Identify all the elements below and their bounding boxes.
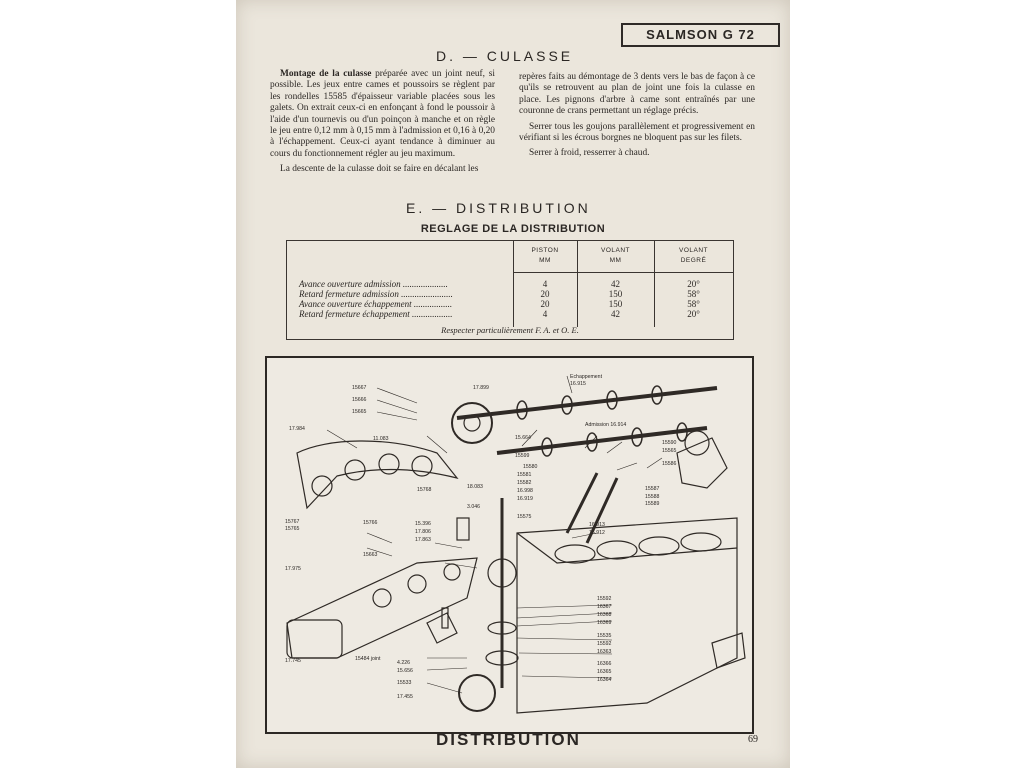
part-label: 15582	[517, 480, 532, 486]
part-label: 15592	[597, 596, 612, 602]
part-label: 16368	[597, 612, 612, 618]
cell-volant-degre: 58°	[687, 299, 700, 309]
part-label: 17.806	[415, 529, 431, 535]
part-label: 15665	[352, 409, 367, 415]
part-label: 16366	[597, 661, 612, 667]
part-label: 18.083	[467, 484, 483, 490]
section-d-column-2	[519, 72, 755, 164]
part-label: 15.396	[415, 521, 431, 527]
row-label: Retard fermeture admission .......................	[299, 289, 453, 299]
part-label: 16365	[597, 669, 612, 675]
part-label: 16363	[597, 649, 612, 655]
part-label: 16369	[597, 620, 612, 626]
table-header-rule	[513, 272, 577, 273]
part-label: 15535	[597, 633, 612, 639]
row-label: Avance ouverture admission ....................	[299, 279, 448, 289]
part-label: 16.919	[517, 496, 533, 502]
table-title: REGLAGE DE LA DISTRIBUTION	[420, 223, 606, 235]
part-label: 16.998	[517, 488, 533, 494]
page-number: 69	[748, 734, 758, 745]
cell-piston: 20	[540, 289, 550, 299]
crank-gear	[459, 675, 495, 711]
part-label: 16.915	[570, 381, 586, 387]
column-header-volant-mm: VOLANT MM	[600, 247, 630, 264]
part-label: 16.912	[589, 530, 605, 536]
part-label: 15599	[515, 453, 530, 459]
part-label: 15590	[662, 440, 677, 446]
part-label: 17.455	[397, 694, 413, 700]
paragraph-descente: La descente de la culasse doit se faire en décalant les	[280, 164, 479, 175]
part-label: 17.863	[415, 537, 431, 543]
cell-volant-mm: 150	[608, 299, 623, 309]
diagram-drawing	[267, 358, 752, 732]
table-header-rule	[577, 272, 733, 273]
part-label: 16.913	[589, 522, 605, 528]
part-label: 15768	[417, 487, 432, 493]
exhaust-camshaft	[457, 388, 717, 418]
cell-volant-degre: 20°	[687, 309, 700, 319]
cell-volant-degre: 58°	[687, 289, 700, 299]
section-e-title: E. — DISTRIBUTION	[406, 200, 591, 216]
distribution-exploded-diagram	[265, 356, 754, 734]
part-label: 15666	[352, 397, 367, 403]
cell-piston: 20	[540, 299, 550, 309]
cell-volant-degre: 20°	[687, 279, 700, 289]
section-d-title: D. — CULASSE	[436, 48, 574, 64]
timing-table	[286, 240, 734, 340]
table-note: Respecter particulièrement F. A. et O. E.	[441, 325, 579, 335]
part-label: 17.975	[285, 566, 301, 572]
part-label: 15589	[645, 501, 660, 507]
paragraph-serrer-goujons: Serrer tous les goujons parallèlement et progressivement en vérifiant si les écrous borgnes ne bloquent pas sur les filets.	[519, 121, 755, 144]
part-label: 15.656	[397, 668, 413, 674]
part-label: 15575	[517, 514, 532, 520]
part-label: 15587	[645, 486, 660, 492]
part-label: 15588	[645, 494, 660, 500]
part-label: 15.664	[515, 435, 531, 441]
part-label: 15592	[597, 641, 612, 647]
row-label: Avance ouverture échappement .................	[299, 299, 453, 309]
section-d-column-1	[270, 69, 495, 180]
column-header-volant-degre: VOLANT DEGRÉ	[678, 247, 708, 264]
part-label: 11.083	[373, 436, 389, 442]
cylinder-block	[517, 518, 737, 713]
part-label: 15767	[285, 519, 300, 525]
manual-page	[236, 0, 790, 768]
cell-volant-mm: 150	[608, 289, 623, 299]
part-label: 15667	[352, 385, 367, 391]
part-label: 17.745	[285, 658, 301, 664]
part-label: 16364	[597, 677, 612, 683]
part-label: 3.046	[467, 504, 480, 510]
part-label: 17.899	[473, 385, 489, 391]
part-label: Echappement	[570, 374, 603, 380]
part-label: 15484 joint	[355, 656, 381, 662]
cam-gear	[452, 403, 492, 443]
cell-piston: 4	[542, 279, 548, 289]
cell-volant-mm: 42	[611, 279, 620, 289]
cell-piston: 4	[542, 309, 548, 319]
part-label: 4.226	[397, 660, 410, 666]
part-label: 15766	[363, 520, 378, 526]
part-label: 15765	[285, 526, 300, 532]
exhaust-manifold	[297, 441, 457, 508]
part-label: 15533	[397, 680, 412, 686]
part-label: 15581	[517, 472, 532, 478]
part-label: 17.984	[289, 426, 305, 432]
part-label: 16367	[597, 604, 612, 610]
part-label: 15663	[363, 552, 378, 558]
paragraph-montage	[270, 69, 495, 160]
part-label: 15586	[662, 461, 677, 467]
distributor	[677, 438, 727, 488]
column-header-piston: PISTON MM	[531, 247, 559, 264]
paragraph-text: préparée avec un joint neuf, si possible. Les jeux entre cames et poussoirs se règlent par les rondelles 15585 d'épaisseur variable placées sous les galets. On extrait ceux-ci en enfonçant à fond le poussoir à l'aide d'un tournevis ou d'un poinçon à manche et on règle le jeu entre 0,12 mm à 0,15 mm à l'admission et 0,16 à 0,20 à l'échappement. Ceux-ci ayant tendance à diminuer au cours du fonctionnement régler au jeu maximum.	[270, 69, 495, 159]
paragraph-serrer-froid: Serrer à froid, resserrer à chaud.	[529, 148, 650, 159]
cell-volant-mm: 42	[611, 309, 620, 319]
bold-lead: Montage de la culasse	[280, 69, 372, 79]
part-label: Admission 16.914	[585, 422, 627, 428]
footer-title: DISTRIBUTION	[436, 730, 581, 749]
part-label: 15565	[662, 448, 677, 454]
row-label: Retard fermeture échappement ..................	[299, 309, 453, 319]
header-title-box: SALMSON G 72	[621, 23, 780, 47]
paragraph-reperes: repères faits au démontage de 3 dents vers le bas de façon à ce qu'ils se retrouvent au plan de joint une fois la culasse en place. Les pignons d'arbre à came sont entraînés par une couronne de crans permettant un réglage précis.	[519, 72, 755, 117]
part-label: 15580	[523, 464, 538, 470]
